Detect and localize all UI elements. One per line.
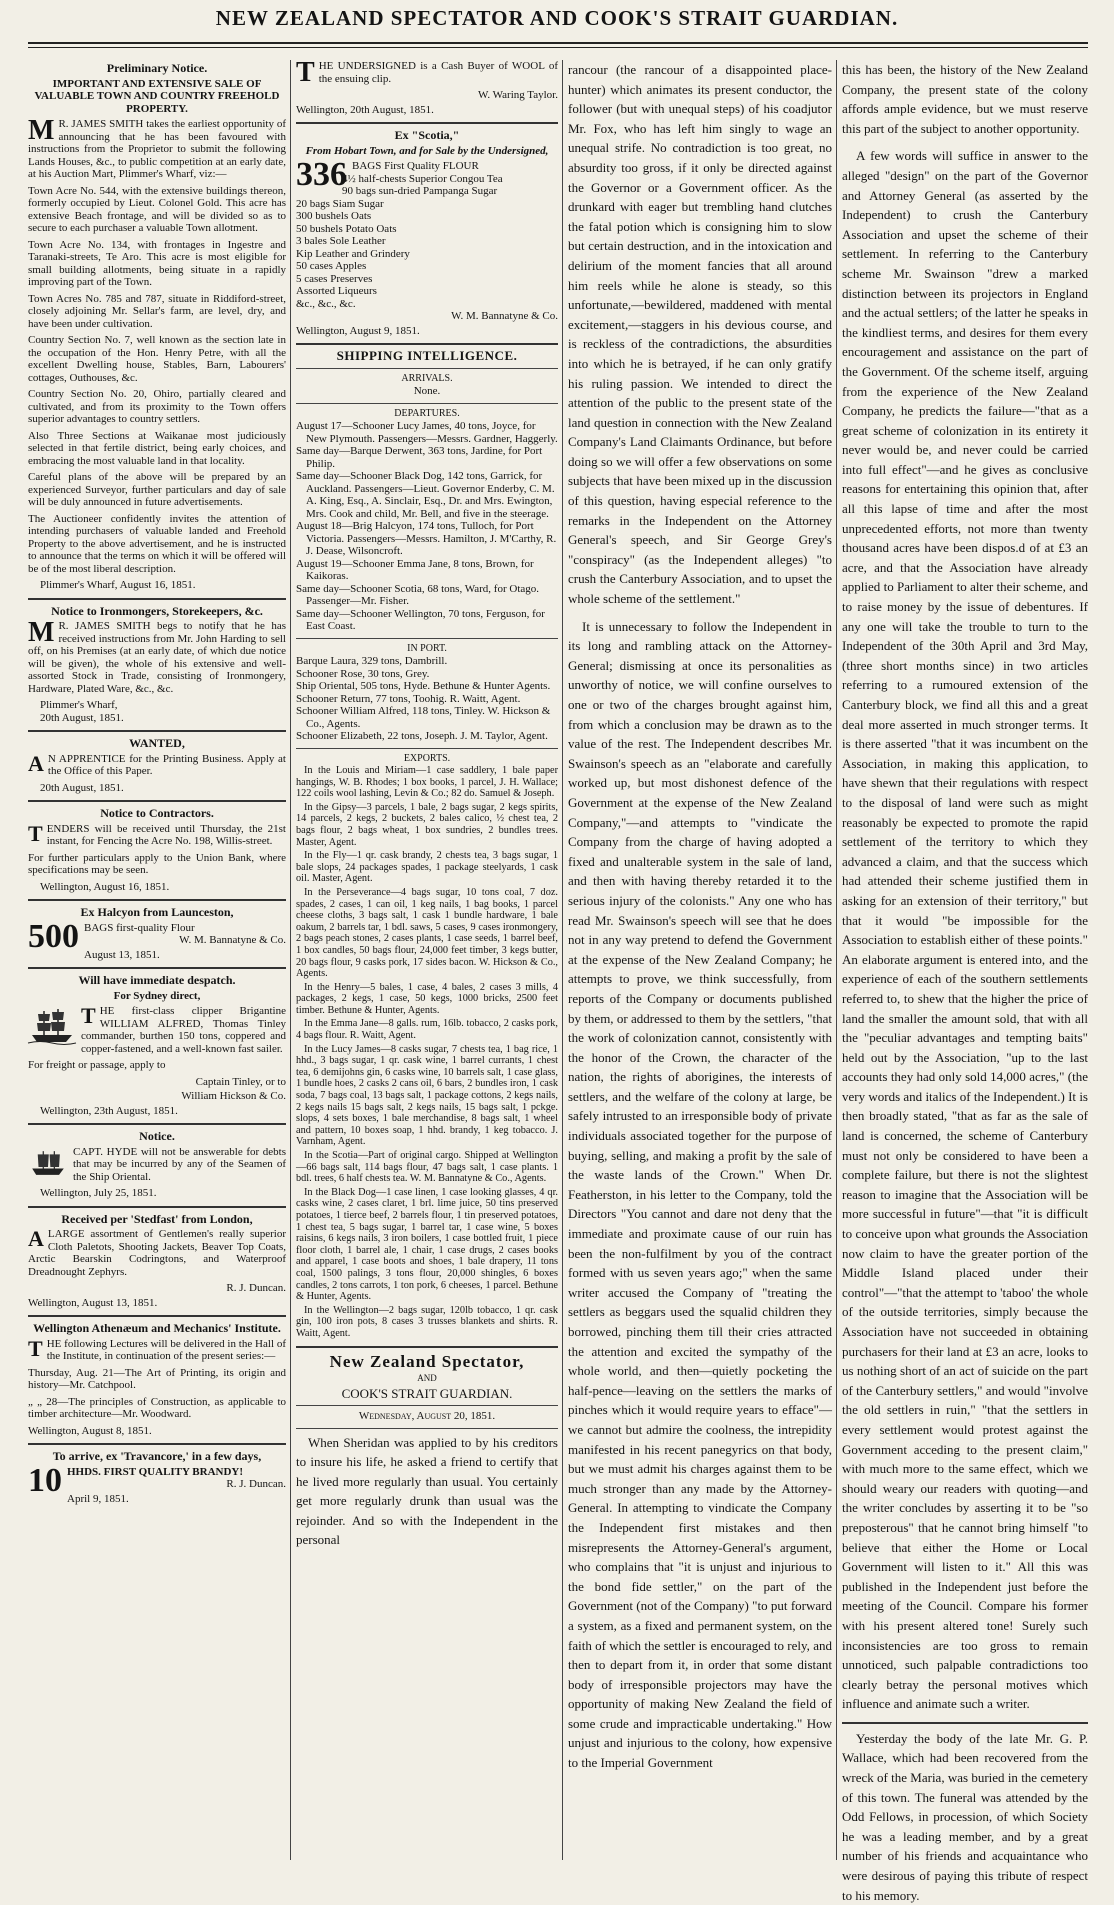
- ad-date: Wellington, August 9, 1851.: [296, 324, 420, 337]
- ad-paragraph: For freight or passage, apply to: [28, 1059, 166, 1071]
- ad-paragraph: The Auctioneer confidently invites the attention of intending purchasers of valuable landed and Freehold Property to the above advertisement, and he is instructed to announce that the terms on which it will be offered will be of the most liberal description.: [28, 512, 286, 575]
- arrivals-text: None.: [413, 385, 441, 397]
- editorial-paragraph: A few words will suffice in answer to the alleged "design" on the part of the Governor and Attorney General (as asserted by the Independent) to crush the Canterbury Association and upset the scheme of their settlement. In referring to the Canterbury scheme Mr. Swainson "drew a marked distinction between its projectors in England and the actual settlers; of the latter he speaks in the kindliest terms, and desires for them every encouragement and assistance on the part of the Government. Of the scheme itself, arguing from the experience of the New Zealand Company, he predicts the failure—"that as a great scheme of colonization in its entirety it never would be, and never could be carried into full effect"—and he gives as conclusive reasons for entertaining this opinion that, after all this lapse of time and after the most unprecedented efforts, not more than twenty thousand acres have been dispos.d of at £3 an acre, and that the Association have already applied to Parliament to alter their scheme, and to raise money by the issue of debentures. If any one will take the trouble to turn to the Independent of the 30th April and 3rd May, (three short months since) in two articles referring to a rumoured extension of the Canterbury block, we find all this and a great deal more asserted in much stronger terms. It is there asserted "that it was incumbent on the Association, in making this application, to have shewn that their regulations with respect to the disposal of land were such as might reasonably be expected to promote the rapid settlement of the territory to which they advanced a claim, and that the success which had attended their scheme justified them in asking for an extension of their territory," but that it would "be impossible for the Association to establish either of these points." An elaborate argument is entered into, and the experience of each of the southern settlements referred to, to shew that the higher the price of land the smaller the amount sold, that with all the "peculiar advantages and tempting baits" held out by the Association, "up to the last accounts they had only sold 14,000 acres," (the very words and italics of the Independent.) It is then broadly stated, "that as far as the sale of land is concerned, the scheme of Canterbury must not only be considered to have been a complete failure, but there is not the slightest reason to imagine that the Association will be more successful in future"—that "it is difficult to conceive upon what grounds the Association now claim to have the greater portion of the Middle Island placed under their control"—"that the attempt to 'taboo' the whole of the outside territories, simply because the Association have not succeeded in obtaining purchasers for their land at £3 an acre, looks to us nothing short of an act of suicide on the part of the Canterbury settlers," and would "involve the old settlers in ruin," "that the settlers in every settlement would protest against the Government acceding to the present claim," with much more to the same effect, which we should weary our readers with quoting—and the writer concludes by asserting it to be "so preposterous" that he cannot bring himself "to believe that either the Home or Local Government will listen to it." All this was published in the Independent just before the meeting of the Council. Compare his former with his present altered tone! Surely such inconsistencies are too gross to remain unnoticed, such palpable contradictions too clearly betray the personal motives which influence and animate such a writer.: [842, 148, 1088, 1712]
- ad-heading: To arrive, ex 'Travancore,' in a few days,: [52, 1449, 262, 1463]
- ad-date: Wellington, August 13, 1851.: [28, 1296, 158, 1309]
- drop-cap: T: [28, 820, 43, 846]
- list-item: In the Perseverance—4 bags sugar, 10 tons coal, 7 doz. spades, 2 cases, 1 can oil, 1 keg nails, 1 bag books, 1 parcel cheese cloths, 3 bags salt, 1 cask 1 bundle hardware, 1 bale oakum, 2 barrels tar, 1 bdl. saws, 5 cases, 9 cases ironmongery, 2 bags peach stones, 2 cases plants, 1 case seeds, 1 barrel beef, 1 box candles, 50 bags flour, 24,000 feet timber, 3 kegs butter, 20 bags flour, 9 casks pork, 17 sides bacon. W. Hickson & Co., Agents.: [296, 886, 558, 980]
- lecture-item: „ „ 28—The principles of Construction, as applicable to timber architecture—Mr. Woodward.: [28, 1395, 286, 1420]
- drop-cap: T: [296, 57, 315, 88]
- section-rule: [28, 730, 286, 732]
- list-item: Same day—Schooner Wellington, 70 tons, Ferguson, for East Coast.: [296, 607, 545, 632]
- section-rule: [28, 1206, 286, 1208]
- list-item: 3 bales Sole Leather: [296, 235, 386, 247]
- list-item: In the Lucy James—8 casks sugar, 7 chests tea, 1 bag rice, 1 hhd., 3 bags sugar, 1 qr. cask wine, 1 barrel currants, 1 chest tea, 6 demijohns gin, 6 casks wine, 10 barrels salt, 1 case glass, 1 bundle hoes, 2 casks 2 cans oil, 6 bars, 2 bundles iron, 1 cask soda, 7 bags coal, 13 bags salt, 1 package cottons, 2 kegs nails, 2 kegs nails 15 bags salt, 2 kegs nails, 15 bags salt, 1 pckge. slops, 4 sets boxes, 1 bale merchandise, 8 bags salt, 1 wheel and pattern, 10 boxes soap, 1 hhd. brandy, 1 keg tobacco. J. Varnham, Agent.: [296, 1043, 558, 1148]
- ad-stedfast: [28, 1213, 286, 1310]
- masthead-rule-thin: [28, 47, 1088, 48]
- ad-athenaeum: [28, 1322, 286, 1437]
- ad-line: HHDS. FIRST QUALITY BRANDY!: [67, 1465, 244, 1478]
- section-rule: [28, 1443, 286, 1445]
- section-rule: [28, 1123, 286, 1125]
- ad-paragraph: For further particulars apply to the Union Bank, where specifications may be seen.: [28, 851, 286, 876]
- list-item: In the Fly—1 qr. cask brandy, 2 chests tea, 3 bags sugar, 1 bale slops, 24 packages spades, 1 package steelyards, 1 cask oil. Master, Agent.: [296, 850, 558, 885]
- ad-sydney-despatch: [28, 974, 286, 1117]
- list-item: Schooner Return, 77 tons, Toohig. R. Waitt, Agent.: [296, 692, 521, 705]
- ad-heading: Ex Halcyon from Launceston,: [80, 905, 234, 919]
- list-item: August 19—Schooner Emma Jane, 8 tons, Brown, for Kaikoras.: [296, 557, 534, 582]
- section-rule: [28, 899, 286, 901]
- ad-halcyon: [28, 906, 286, 961]
- ad-heading: Received per 'Stedfast' from London,: [61, 1211, 253, 1226]
- nameplate-title: New Zealand Spectator,: [329, 1351, 525, 1371]
- ad-subheading: From Hobart Town, and for Sale by the Undersigned,: [305, 144, 549, 157]
- drop-cap: T: [28, 1335, 43, 1361]
- list-item: 5 cases Preserves: [296, 272, 373, 285]
- ad-paragraph: Town Acres No. 785 and 787, situate in Riddiford-street, closely adjoining Mr. Sellar's farm, are level, dry, and have been under cultivation.: [28, 292, 286, 330]
- ad-land-sale: [28, 62, 286, 592]
- subsection-heading: EXPORTS.: [403, 752, 451, 764]
- ad-subheading: For Sydney direct,: [113, 989, 201, 1002]
- ad-date: Wellington, August 8, 1851.: [28, 1424, 152, 1437]
- subsection-heading: IN PORT.: [407, 642, 447, 654]
- column-3: [568, 60, 832, 1860]
- subsection-heading: ARRIVALS.: [401, 372, 453, 384]
- ad-paragraph: Country Section No. 7, well known as the section late in the occupation of the Hon. Henry Petre, with all the excellent Dwelling house, Stables, Barn, Labourers' cottages, Outhouses, &c.: [28, 334, 286, 384]
- ad-signature: W. Waring Taylor.: [477, 89, 558, 101]
- ad-paragraph: THE first-class clipper Brigantine WILLIAM ALFRED, Thomas Tinley commander, burthen 150 tons, coppered and copper-fastened, and a well-known fast sailer.: [28, 1005, 286, 1055]
- big-number: 10: [28, 1461, 62, 1499]
- column-1: [28, 60, 286, 1860]
- ad-date: Wellington, 23th August, 1851.: [40, 1104, 178, 1117]
- section-rule: [28, 967, 286, 969]
- ad-line: BAGS first-quality Flour: [84, 921, 195, 934]
- drop-cap: A: [28, 750, 44, 776]
- ad-signature: R. J. Duncan.: [226, 1282, 286, 1294]
- goods-list: [296, 173, 558, 311]
- list-item: In the Louis and Miriam—1 case saddlery, 1 bale paper hangings, W. B. Rhodes; 1 box books, 1 parcel, J. H. Wallace; 122 coils wool lashing, Levin & Co.; 82 do. Samuel & Joseph.: [296, 765, 558, 800]
- ad-paragraph: M R. JAMES SMITH takes the earliest opportunity of announcing that he has been favoured with instructions from the Proprietor to submit the following Lands Houses, &c., to public competition at an early date, at his Auction Mart, Plimmer's Wharf, viz:—: [28, 115, 286, 180]
- section-rule: [28, 1315, 286, 1317]
- column-divider: [562, 60, 563, 1860]
- column-4: [842, 60, 1088, 1903]
- section-rule: [296, 122, 558, 124]
- list-item: In the Emma Jane—8 galls. rum, 16lb. tobacco, 2 casks pork, 4 bags flour. R. Waitt, Agent.: [296, 1018, 558, 1042]
- ad-heading: Notice to Contractors.: [100, 806, 214, 820]
- ad-paragraph: A N APPRENTICE for the Printing Business. Apply at the Office of this Paper.: [28, 750, 286, 777]
- list-item: 20 bags Siam Sugar: [296, 197, 384, 210]
- editorial-paragraph: this has been, the history of the New Zealand Company, the present state of the colony affords ample evidence, but we must reserve this part of the subject to another opportunity.: [842, 62, 1088, 136]
- list-item: August 18—Brig Halcyon, 174 tons, Tulloch, for Port Victoria. Passengers—Messrs. Hamilton, J. M'Carthy, R. J. Dease, Wilsoncroft.: [296, 520, 557, 557]
- list-item: Assorted Liqueurs: [296, 285, 377, 297]
- ad-date: 20th August, 1851.: [40, 781, 124, 794]
- ad-paragraph: THE following Lectures will be delivered in the Hall of the Institute, in continuation of the present series:—: [28, 1335, 286, 1362]
- ad-heading: Notice to Ironmongers, Storekeepers, &c.: [51, 603, 263, 618]
- subsection-heading: DEPARTURES.: [394, 407, 460, 419]
- list-item: 300 bushels Oats: [296, 210, 372, 222]
- drop-cap: T: [81, 1003, 96, 1028]
- ad-line: BAGS First Quality FLOUR: [352, 160, 479, 172]
- ad-wool-buyer: [296, 57, 558, 116]
- ad-signature: R. J. Duncan.: [226, 1478, 286, 1490]
- ad-paragraph: CAPT. HYDE will not be answerable for debts that may be incurred by any of the Seamen of the Ship Oriental.: [28, 1146, 286, 1184]
- nameplate-and: AND: [417, 1373, 437, 1383]
- ad-heading: Notice.: [139, 1129, 175, 1143]
- ad-date: Wellington, July 25, 1851.: [40, 1187, 157, 1199]
- ad-heading: Ex "Scotia,": [394, 128, 460, 142]
- drop-cap: M: [28, 115, 55, 146]
- list-item: Schooner Elizabeth, 22 tons, Joseph. J. M. Taylor, Agent.: [296, 730, 548, 742]
- sailing-ship-icon: [28, 1007, 76, 1045]
- ad-paragraph: Also Three Sections at Waikanae most judiciously selected in that fertile district, being early choices, and embracing the most valuable land in that locality.: [28, 429, 286, 467]
- ad-heading: Will have immediate despatch.: [78, 973, 236, 987]
- editorial-paragraph: rancour (the rancour of a disappointed place-hunter) which animates its present conductor, the follower (but with unequal steps) of his coadjutor Mr. Fox, who has left him singly to wage an unequal strife. No contradiction is too great, no absurdity too gross, if it only be directed against the Governor or a Government officer. As the drunkard with eager but trembling hand clutches the fatal potion which is consigning him to slow but certain destruction, and in the intoxication and delirium of the moment fancies that all around him reels while he alone is steady, so this unfortunate,—bewildered, maddened with mental excitement,—staggers in his devious course, and is reckless of the contradictions, the absurdities into which he is betrayed, if he can only gratify his ruling passion. We intended to direct the attention of the public to the present state of the land question in connection with the New Zealand Company's Land Claimants Ordinance, but before doing so we will offer a few observations on some subjects that have been mixed up in the discussion of this question, having especial reference to the remarks in the Independent on the Attorney General's speech, and Sir George Grey's "conspiracy" (as the Independent alleges) "to crush the Canterbury Association, and to upset the whole scheme of the settlement.": [568, 62, 832, 607]
- nameplate-subtitle: COOK'S STRAIT GUARDIAN.: [341, 1385, 513, 1401]
- column-divider: [836, 60, 837, 1860]
- ad-paragraph: Town Acre No. 134, with frontages in Ingestre and Taranaki-streets, Te Aro. This acre is most eligible for small building allotments, being situate in a rapidly improving part of the Town.: [28, 238, 286, 288]
- ad-travancore: [28, 1450, 286, 1505]
- list-item: Same day—Schooner Black Dog, 142 tons, Garrick, for Auckland. Passengers—Lieut. Governor Enderby, C. M. A. King, Esq., A. Sinclair, Esq., Dr. and Mrs. Ewington, Mrs. Cook and child, Mr. Bell, and five in the steerage.: [296, 470, 555, 520]
- ad-apprentice: [28, 737, 286, 794]
- ad-paragraph: ALARGE assortment of Gentlemen's really superior Cloth Paletots, Shooting Jackets, Beaver Top Coats, Arctic Bearskin Codringtons, and Waterproof Dreadnought Zephyrs.: [28, 1226, 286, 1278]
- list-item: &c., &c., &c.: [296, 297, 356, 310]
- list-item: Same day—Barque Derwent, 363 tons, Jardine, for Port Philip.: [296, 445, 543, 470]
- ad-paragraph: M R. JAMES SMITH begs to notify that he has received instructions from Mr. John Harding to sell off, on his Premises (at an early date, of which due notice will be given), the whole of his extensive and well-assorted Stock in Trade, consisting of Ironmongery, Hardware, Plated Ware, &c., &c.: [28, 617, 286, 695]
- sailing-ship-icon: [28, 1148, 68, 1178]
- section-rule: [296, 343, 558, 345]
- list-item: 50 bushels Potato Oats: [296, 222, 397, 235]
- list-item: Kip Leather and Grindery: [296, 247, 410, 260]
- ad-date: Wellington, August 16, 1851.: [40, 880, 170, 893]
- ad-date: August 13, 1851.: [84, 948, 160, 961]
- ad-date: Wellington, 20th August, 1851.: [296, 103, 434, 116]
- section-rule: [842, 1722, 1088, 1724]
- list-item: In the Gipsy—3 parcels, 1 bale, 2 bags sugar, 2 kegs spirits, 14 parcels, 2 kegs, 2 buckets, 2 bales calico, ½ chest tea, 2 bags flour, 2 bags wheat, 1 box sundries, 2 bundles trees. Master, Agent.: [296, 801, 558, 848]
- departures-list: [296, 420, 558, 633]
- lecture-item: Thursday, Aug. 21—The Art of Printing, its origin and history—Mr. Catchpool.: [28, 1366, 286, 1391]
- list-item: Schooner Rose, 30 tons, Grey.: [296, 667, 430, 680]
- ad-title: IMPORTANT AND EXTENSIVE SALE OF VALUABLE TOWN AND COUNTRY FREEHOLD PROPERTY.: [34, 77, 280, 115]
- ad-scotia: [296, 129, 558, 337]
- list-item: 90 bags sun-dried Pampanga Sugar: [342, 185, 498, 197]
- list-item: Barque Laura, 329 tons, Dambrill.: [296, 655, 448, 667]
- big-number: 336: [296, 156, 347, 193]
- ad-signature: Plimmer's Wharf,: [40, 699, 118, 711]
- ad-signature: W. M. Bannatyne & Co.: [179, 934, 286, 946]
- section-rule: [28, 800, 286, 802]
- drop-cap: A: [28, 1226, 44, 1251]
- shipping-intelligence: [296, 350, 558, 1340]
- ad-signature: Plimmer's Wharf, August 16, 1851.: [40, 579, 196, 591]
- list-item: In the Wellington—2 bags sugar, 120lb tobacco, 1 qr. cask gin, 100 iron pots, 8 cases 3 trusses blankets and shirts. R. Waitt, Agent.: [296, 1304, 558, 1339]
- news-paragraph: Yesterday the body of the late Mr. G. P. Wallace, which had been recovered from the wreck of the Maria, was buried in the cemetery of this town. The funeral was attended by the Odd Fellows, in procession, of which Society he was a leading member, and by a great number of his friends and acquaintance who were desirous of paying this tribute of respect to his memory.: [842, 1730, 1088, 1903]
- ad-paragraph: Country Section No. 20, Ohiro, partially cleared and cultivated, and from its proximity to the Town offers superior advantages to country settlers.: [28, 388, 286, 425]
- ad-contractors: [28, 807, 286, 893]
- nameplate: [296, 1351, 558, 1429]
- ad-paragraph: Careful plans of the above will be prepared by an experienced Surveyor, further particulars and day of sale will be duly announced in future advertisements.: [28, 471, 286, 508]
- list-item: Same day—Schooner Scotia, 68 tons, Ward, for Otago. Passenger—Mr. Fisher.: [296, 582, 540, 607]
- ad-paragraph: THE UNDERSIGNED is a Cash Buyer of WOOL of the ensuing clip.: [296, 57, 558, 88]
- list-item: Ship Oriental, 505 tons, Hyde. Bethune & Hunter Agents.: [296, 680, 551, 692]
- ad-signature: Captain Tinley, or to: [195, 1075, 286, 1088]
- ad-paragraph: TENDERS will be received until Thursday, the 21st instant, for Fencing the Acre No. 198, Willis-street.: [28, 820, 286, 847]
- big-number: 500: [28, 917, 79, 955]
- list-item: 50 cases Apples: [296, 260, 367, 272]
- list-item: 4½ half-chests Superior Congou Tea: [342, 172, 503, 185]
- ad-date: April 9, 1851.: [67, 1492, 129, 1505]
- ad-heading: WANTED,: [129, 736, 185, 750]
- ad-ironmongers: [28, 605, 286, 725]
- column-divider: [290, 60, 291, 1860]
- masthead-rule: [28, 42, 1088, 44]
- ad-paragraph: Town Acre No. 544, with the extensive buildings thereon, formerly occupied by Lieut. Colonel Gold. This acre has extensive Beach frontage, and will be divided so as to secure to each purchaser a valuable Town allotment.: [28, 184, 286, 234]
- ad-heading: Wellington Athenæum and Mechanics' Institute.: [33, 1321, 281, 1335]
- editorial-paragraph: It is unnecessary to follow the Independent in its long and rambling attack on the Attorney-General; dismissing at once its personalities as unworthy of notice, we will confine ourselves to one or two of the charges brought against him, from which a conclusion may be drawn as to the value of the rest. The Independent describes Mr. Swainson's speech as an "elaborate and carefully worked up, but most dishonest defence of the Government at the expense of the New Zealand Company,"—and attempts to "vindicate the Company from the charge of having adopted a fixed and unalterable system in the sale of land, and then with having thereby retarded it to the serious injury of the colonists." Any one who has read Mr. Swainson's speech will see that he does not in any way pretend to defend the Government at the expense of the New Zealand Company; he attempts to prove, we think successfully, from reports of the Company or documents published by them, or addressed to them by the settlers, "that the work of colonization cannot, consistently with the honor of the Crown, the character of the nation, the rights of aborigines, the interests of settlers, and the welfare of the colony at large, be safely intrusted to an irresponsible body of private individuals associated together for the purpose of buying, selling, and making a profit by the sale of the waste lands of the Crown." When Dr. Featherston, in his letter to the Company, told the Directors "You cannot and dare not deny that the immediate and proximate cause of our ruin has been the non-fulfilment by you of the contract formed with us seven years ago;" when the same writer accused the Company of "treating the settlers as beggars used the squalid children they borrowed, pinching them till their cries attracted the attention and excited the sympathy of the whole world, and then—quietly pocketing the half-pence—leaving on the settlers the marks of pinches which it would require years to efface"—we cannot but admire the coolness, the intrepidity manifested in his recent panegyrics on that body, but we must admit his charges against them to be much stronger than any made by the Attorney-General. In attempting to vindicate the Company the Independent first mistakes and then misrepresents the Attorney-General's argument, who complains that "it is unjust and injurious to the bond fide settler," on the part of the Government (not of the Company) "to put forward a system, as a fixed and permanent system, on the faith of which the settler is encouraged to rely, and then to depart from it, in order that some distant body of irresponsible projectors may have the opportunity of making New Zealand the field of some crude and impracticable undertaking." How unjust and injurious to the colony, how expensive to the Imperial Government: [568, 618, 832, 1771]
- list-item: In the Black Dog—1 case linen, 1 case looking glasses, 4 qr. casks wine, 2 cases claret, 1 brl. lime juice, 50 tins preserved potatoes, 1 tierce beef, 2 barrels flour, 1 tin preserved potatoes, 1 chest tea, 5 bags sugar, 1 barrel tar, 1 case wine, 5 boxes raisins, 6 kegs nails, 3 iron boilers, 1 case bottled fruit, 1 piece floor cloth, 1 barrel ale, 1 chair, 1 case drugs, 2 cases books and apparel, 1 case boots and shoes, 1 bale drapery, 11 tons coal, 1500 palings, 3 tons flour, 20,000 shingles, 6 boxes candles, 2 tons carrots, 1 ton pork, 6 cheeses, 1 parcel. Bethune & Hunter, Agents.: [296, 1186, 558, 1303]
- ad-date: 20th August, 1851.: [40, 711, 124, 724]
- masthead: NEW ZEALAND SPECTATOR AND COOK'S STRAIT GUARDIAN.: [215, 6, 899, 30]
- section-rule: [28, 598, 286, 600]
- nameplate-date: Wednesday, August 20, 1851.: [358, 1410, 496, 1422]
- editorial-opening: When Sheridan was applied to by his creditors to insure his life, he asked a friend to certify that he lived more regularly than usual. You certainly get more regularly drunk than usual was the rejoinder. And so with the Independent in the personal: [296, 1434, 558, 1548]
- section-rule: [296, 1346, 558, 1348]
- list-item: Schooner William Alfred, 118 tons, Tinley. W. Hickson & Co., Agents.: [296, 705, 551, 730]
- list-item: In the Scotia—Part of original cargo. Shipped at Wellington—66 bags salt, 114 bags flour, 47 bags salt, 1 case plants. 1 bdl. trees, 6 half chests tea. W. M. Bannatyne & Co., Agents.: [296, 1150, 558, 1185]
- list-item: In the Henry—5 bales, 1 case, 4 bales, 2 cases 3 mills, 4 packages, 2 kegs, 1 case, 50 kegs, 1000 bricks, 2500 feet timber. Bethune & Hunter, Agents.: [296, 981, 558, 1016]
- ad-heading: Preliminary Notice.: [106, 61, 208, 75]
- section-title: SHIPPING INTELLIGENCE.: [336, 348, 518, 363]
- ad-signature: William Hickson & Co.: [181, 1090, 286, 1102]
- in-port-list: [296, 655, 558, 743]
- list-item: August 17—Schooner Lucy James, 40 tons, Joyce, for New Plymouth. Passengers—Messrs. Gardner, Haggerly.: [296, 420, 558, 445]
- exports-list: [296, 765, 558, 1340]
- ad-capt-hyde: [28, 1130, 286, 1200]
- column-2: [296, 57, 558, 1860]
- ad-signature: W. M. Bannatyne & Co.: [451, 310, 558, 322]
- drop-cap: M: [28, 617, 55, 648]
